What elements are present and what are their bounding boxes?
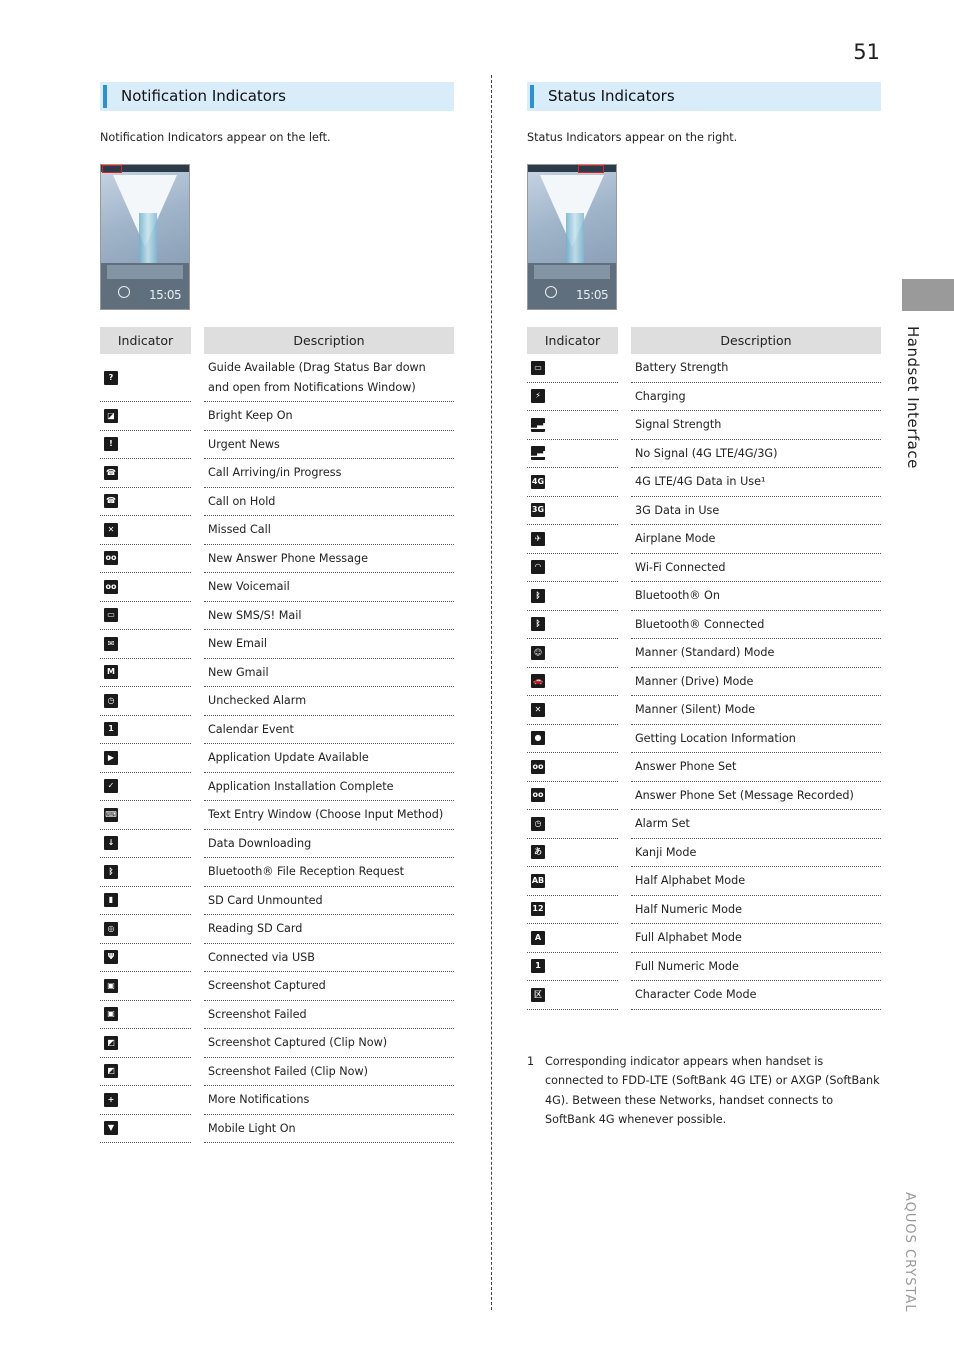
- table-row: [527, 924, 881, 953]
- description-cell: SD Card Unmounted: [204, 887, 454, 916]
- table-row: [100, 944, 454, 973]
- notification-pane: [107, 265, 183, 279]
- indicator-cell: [527, 497, 618, 526]
- status-section: [527, 0, 881, 1130]
- table-row: [527, 582, 881, 611]
- indicator-cell: [527, 639, 618, 668]
- indicator-cell: [100, 602, 191, 631]
- install-complete-icon: ✓: [104, 779, 118, 793]
- table-row: [100, 716, 454, 745]
- table-row: [100, 887, 454, 916]
- guide-icon: ?: [104, 371, 118, 385]
- table-row: [100, 1058, 454, 1087]
- indicator-cell: [100, 744, 191, 773]
- clip-now-icon: ◩: [104, 1036, 118, 1050]
- table-row: [100, 773, 454, 802]
- table-body: [100, 354, 454, 1143]
- clip-now-failed-icon: ◩: [104, 1064, 118, 1078]
- table-row: [527, 525, 881, 554]
- table-row: [527, 810, 881, 839]
- keyboard-icon: ⌨: [104, 808, 118, 822]
- table-row: [527, 354, 881, 383]
- description-cell: Bluetooth® Connected: [631, 611, 881, 640]
- indicator-cell: [100, 488, 191, 517]
- table-row: [100, 744, 454, 773]
- bluetooth-connected-icon: ᛒ: [531, 617, 545, 631]
- description-cell: Screenshot Failed: [204, 1001, 454, 1030]
- table-row: [527, 725, 881, 754]
- indicator-cell: [100, 1086, 191, 1115]
- gmail-icon: M: [104, 665, 118, 679]
- description-cell: Half Alphabet Mode: [631, 867, 881, 896]
- screenshot-icon: ▣: [104, 979, 118, 993]
- description-cell: Alarm Set: [631, 810, 881, 839]
- indicator-cell: [100, 516, 191, 545]
- screenshot-failed-icon: ▣: [104, 1007, 118, 1021]
- character-code-icon: 区: [531, 988, 545, 1002]
- description-cell: More Notifications: [204, 1086, 454, 1115]
- indicator-cell: [527, 440, 618, 469]
- table-row: [100, 1029, 454, 1058]
- footnote-number: 1: [527, 1054, 535, 1068]
- indicator-cell: [527, 810, 618, 839]
- indicator-cell: [100, 972, 191, 1001]
- table-row: [100, 1001, 454, 1030]
- indicator-cell: [100, 858, 191, 887]
- heading-accent-bar: [530, 85, 534, 108]
- table-row: [100, 687, 454, 716]
- 4g-icon: 4G: [531, 475, 545, 489]
- indicator-cell: [100, 801, 191, 830]
- bluetooth-on-icon: ᛒ: [531, 589, 545, 603]
- full-numeric-icon: 1: [531, 959, 545, 973]
- indicator-cell: [100, 887, 191, 916]
- table-row: [100, 431, 454, 460]
- table-row: [527, 639, 881, 668]
- manner-standard-icon: ☺: [531, 646, 545, 660]
- full-alphabet-icon: A: [531, 931, 545, 945]
- description-cell: Reading SD Card: [204, 915, 454, 944]
- lock-icon: [118, 286, 130, 298]
- table-row: [100, 659, 454, 688]
- indicator-cell: [527, 468, 618, 497]
- description-cell: Mobile Light On: [204, 1115, 454, 1144]
- table-row: [100, 602, 454, 631]
- indicator-cell: [527, 696, 618, 725]
- description-cell: New Gmail: [204, 659, 454, 688]
- table-row: [100, 488, 454, 517]
- description-cell: Manner (Drive) Mode: [631, 668, 881, 697]
- table-row: [100, 630, 454, 659]
- brand-name: AQUOS CRYSTAL: [902, 1192, 917, 1313]
- indicator-cell: [527, 867, 618, 896]
- description-cell: Call Arriving/in Progress: [204, 459, 454, 488]
- description-cell: Getting Location Information: [631, 725, 881, 754]
- description-cell: Full Alphabet Mode: [631, 924, 881, 953]
- indicator-table: [527, 327, 881, 1010]
- indicator-cell: [527, 611, 618, 640]
- indicator-cell: [527, 725, 618, 754]
- indicator-cell: [100, 1001, 191, 1030]
- table-row: [527, 554, 881, 583]
- table-row: [100, 516, 454, 545]
- description-cell: Text Entry Window (Choose Input Method): [204, 801, 454, 830]
- urgent-news-icon: !: [104, 437, 118, 451]
- indicator-cell: [100, 659, 191, 688]
- wifi-icon: ◠: [531, 560, 545, 574]
- answer-phone-message-icon: oo: [104, 551, 118, 565]
- usb-icon: Ψ: [104, 950, 118, 964]
- indicator-cell: [100, 1029, 191, 1058]
- table-body: [527, 354, 881, 1010]
- clock: 15:05: [149, 288, 182, 302]
- description-cell: Full Numeric Mode: [631, 953, 881, 982]
- description-cell: Calendar Event: [204, 716, 454, 745]
- section-intro: Notification Indicators appear on the left.: [100, 131, 331, 144]
- indicator-cell: [100, 716, 191, 745]
- lock-icon: [545, 286, 557, 298]
- table-row: [527, 668, 881, 697]
- table-row: [527, 953, 881, 982]
- indicator-cell: [527, 953, 618, 982]
- description-cell: Application Installation Complete: [204, 773, 454, 802]
- table-row: [527, 896, 881, 925]
- app-update-icon: ▶: [104, 751, 118, 765]
- footnote-text: Corresponding indicator appears when handset is connected to FDD-LTE (SoftBank 4G LTE) or AXGP (SoftBank 4G). Between these Networks, handset connects to SoftBank 4G whenever possible.: [545, 1054, 880, 1126]
- description-cell: Signal Strength: [631, 411, 881, 440]
- table-header: [527, 327, 881, 354]
- table-row: [100, 830, 454, 859]
- more-notifications-icon: +: [104, 1093, 118, 1107]
- notification-pane: [534, 265, 610, 279]
- description-cell: Guide Available (Drag Status Bar down and open from Notifications Window): [204, 354, 454, 402]
- page-number: 51: [853, 40, 880, 64]
- footnote: [527, 1052, 881, 1130]
- indicator-cell: [100, 354, 191, 402]
- indicator-cell: [100, 573, 191, 602]
- table-row: [527, 782, 881, 811]
- table-row: [527, 696, 881, 725]
- indicator-cell: [527, 383, 618, 412]
- description-cell: New Answer Phone Message: [204, 545, 454, 574]
- description-cell: Screenshot Captured: [204, 972, 454, 1001]
- description-cell: Call on Hold: [204, 488, 454, 517]
- heading-accent-bar: [103, 85, 107, 108]
- description-cell: Battery Strength: [631, 354, 881, 383]
- column-divider: [491, 75, 492, 1310]
- description-cell: Screenshot Failed (Clip Now): [204, 1058, 454, 1087]
- chapter-title: Handset Interface: [904, 326, 922, 469]
- table-row: [527, 411, 881, 440]
- section-intro: Status Indicators appear on the right.: [527, 131, 738, 144]
- section-heading: [527, 82, 881, 111]
- answer-phone-recorded-icon: oo: [531, 788, 545, 802]
- description-cell: 4G LTE/4G Data in Use¹: [631, 468, 881, 497]
- table-row: [527, 383, 881, 412]
- table-row: [100, 972, 454, 1001]
- description-cell: Character Code Mode: [631, 981, 881, 1010]
- bright-keep-icon: ◪: [104, 409, 118, 423]
- no-signal-icon: ▁▃▅: [531, 446, 545, 460]
- 3g-icon: 3G: [531, 503, 545, 517]
- half-alphabet-icon: AB: [531, 874, 545, 888]
- phone-screenshot: [527, 164, 617, 310]
- mobile-light-icon: ▼: [104, 1121, 118, 1135]
- half-numeric-icon: 12: [531, 902, 545, 916]
- highlight-box: [578, 165, 604, 173]
- table-row: [527, 468, 881, 497]
- description-cell: Kanji Mode: [631, 839, 881, 868]
- table-row: [100, 545, 454, 574]
- indicator-cell: [527, 924, 618, 953]
- airplane-icon: ✈: [531, 532, 545, 546]
- missed-call-icon: ✕: [104, 523, 118, 537]
- table-row: [100, 402, 454, 431]
- description-cell: Unchecked Alarm: [204, 687, 454, 716]
- table-row: [100, 801, 454, 830]
- manner-silent-icon: ✕: [531, 703, 545, 717]
- call-on-hold-icon: ☎: [104, 494, 118, 508]
- indicator-cell: [527, 896, 618, 925]
- description-cell: Answer Phone Set: [631, 753, 881, 782]
- indicator-cell: [527, 554, 618, 583]
- indicator-cell: [100, 1115, 191, 1144]
- section-title: Status Indicators: [548, 87, 675, 105]
- indicator-cell: [100, 944, 191, 973]
- notification-section: [100, 0, 454, 1143]
- signal-icon: ▁▃▅: [531, 418, 545, 432]
- description-cell: Data Downloading: [204, 830, 454, 859]
- indicator-cell: [100, 773, 191, 802]
- indicator-cell: [100, 830, 191, 859]
- indicator-cell: [100, 630, 191, 659]
- kanji-icon: あ: [531, 845, 545, 859]
- answer-phone-set-icon: oo: [531, 760, 545, 774]
- table-row: [100, 858, 454, 887]
- description-cell: Urgent News: [204, 431, 454, 460]
- indicator-cell: [527, 753, 618, 782]
- sd-unmounted-icon: ▮: [104, 893, 118, 907]
- description-cell: Airplane Mode: [631, 525, 881, 554]
- indicator-cell: [527, 411, 618, 440]
- sms-icon: ▭: [104, 608, 118, 622]
- description-cell: Bluetooth® File Reception Request: [204, 858, 454, 887]
- description-cell: Wi-Fi Connected: [631, 554, 881, 583]
- header-description: Description: [204, 327, 454, 354]
- indicator-cell: [527, 582, 618, 611]
- bluetooth-receive-icon: ᛒ: [104, 865, 118, 879]
- table-row: [100, 459, 454, 488]
- description-cell: Bluetooth® On: [631, 582, 881, 611]
- indicator-cell: [100, 1058, 191, 1087]
- phone-screenshot: [100, 164, 190, 310]
- indicator-cell: [100, 915, 191, 944]
- table-row: [100, 1086, 454, 1115]
- description-cell: Missed Call: [204, 516, 454, 545]
- header-description: Description: [631, 327, 881, 354]
- table-row: [100, 354, 454, 402]
- location-icon: ●: [531, 731, 545, 745]
- indicator-cell: [100, 459, 191, 488]
- indicator-cell: [527, 354, 618, 383]
- description-cell: Screenshot Captured (Clip Now): [204, 1029, 454, 1058]
- description-cell: Answer Phone Set (Message Recorded): [631, 782, 881, 811]
- table-row: [527, 611, 881, 640]
- clock: 15:05: [576, 288, 609, 302]
- email-icon: ✉: [104, 637, 118, 651]
- description-cell: New SMS/S! Mail: [204, 602, 454, 631]
- table-row: [527, 867, 881, 896]
- description-cell: Charging: [631, 383, 881, 412]
- table-row: [527, 440, 881, 469]
- indicator-cell: [527, 839, 618, 868]
- indicator-cell: [527, 782, 618, 811]
- table-row: [527, 839, 881, 868]
- description-cell: Bright Keep On: [204, 402, 454, 431]
- indicator-cell: [527, 981, 618, 1010]
- voicemail-icon: oo: [104, 580, 118, 594]
- indicator-cell: [100, 431, 191, 460]
- indicator-table: [100, 327, 454, 1143]
- battery-icon: ▭: [531, 361, 545, 375]
- description-cell: Manner (Standard) Mode: [631, 639, 881, 668]
- table-row: [100, 915, 454, 944]
- description-cell: 3G Data in Use: [631, 497, 881, 526]
- section-heading: [100, 82, 454, 111]
- description-cell: No Signal (4G LTE/4G/3G): [631, 440, 881, 469]
- description-cell: Manner (Silent) Mode: [631, 696, 881, 725]
- table-row: [527, 497, 881, 526]
- indicator-cell: [100, 687, 191, 716]
- indicator-cell: [527, 668, 618, 697]
- description-cell: Half Numeric Mode: [631, 896, 881, 925]
- header-indicator: Indicator: [100, 327, 191, 354]
- description-cell: New Email: [204, 630, 454, 659]
- charging-icon: ⚡: [531, 389, 545, 403]
- manner-drive-icon: 🚗: [531, 674, 545, 688]
- calendar-icon: 1: [104, 722, 118, 736]
- header-indicator: Indicator: [527, 327, 618, 354]
- section-title: Notification Indicators: [121, 87, 286, 105]
- download-icon: ↓: [104, 836, 118, 850]
- indicator-cell: [100, 402, 191, 431]
- table-header: [100, 327, 454, 354]
- description-cell: Connected via USB: [204, 944, 454, 973]
- indicator-cell: [527, 525, 618, 554]
- call-in-progress-icon: ☎: [104, 466, 118, 480]
- alarm-set-icon: ◷: [531, 817, 545, 831]
- table-row: [100, 573, 454, 602]
- table-row: [527, 981, 881, 1010]
- table-row: [527, 753, 881, 782]
- description-cell: Application Update Available: [204, 744, 454, 773]
- description-cell: New Voicemail: [204, 573, 454, 602]
- reading-sd-icon: ◎: [104, 922, 118, 936]
- highlight-box: [102, 165, 122, 173]
- alarm-icon: ◷: [104, 694, 118, 708]
- table-row: [100, 1115, 454, 1144]
- indicator-cell: [100, 545, 191, 574]
- chapter-tab: [902, 279, 954, 311]
